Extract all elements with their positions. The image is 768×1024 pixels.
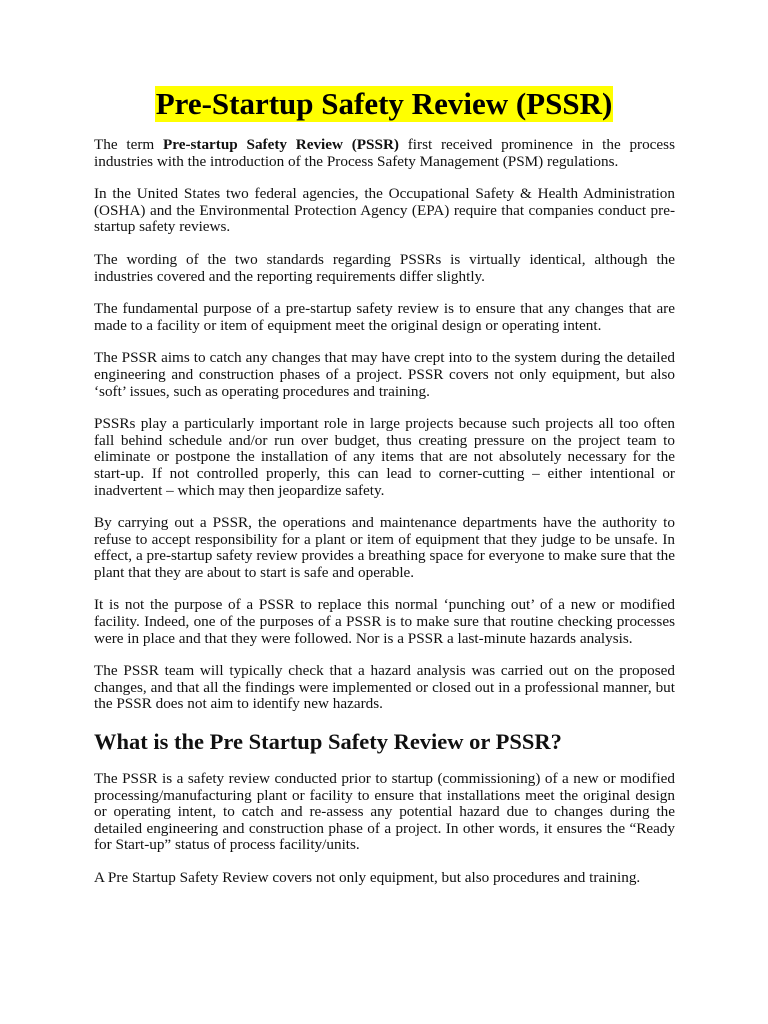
intro-rest-text: first received prominence in the process industries with the introduction of the Process Safety Management (PSM) regulations.	[94, 136, 675, 170]
title-wrap	[0, 86, 768, 122]
paragraph-punching-out: It is not the purpose of a PSSR to replace this normal ‘punching out’ of a new or modified facility. Indeed, one of the purposes of a PSSR is to make sure that routine checking processes were in place and that they were followed. Nor is a PSSR a last-minute hazards analysis.	[94, 596, 675, 647]
page-title: Pre-Startup Safety Review (PSSR)	[155, 86, 613, 121]
paragraph-agencies: In the United States two federal agencies, the Occupational Safety & Health Administration (OSHA) and the Environmental Protection Agency (EPA) require that companies conduct pre-startup safety reviews.	[94, 185, 675, 236]
paragraph-large-projects: PSSRs play a particularly important role in large projects because such projects all too often fall behind schedule and/or run over budget, thus creating pressure on the project team to eliminate or postpone the installation of any items that are not absolutely necessary for the start-up. If not controlled properly, this can lead to corner-cutting – either intentional or inadvertent – which may then jeopardize safety.	[94, 415, 675, 499]
paragraph-coverage: A Pre Startup Safety Review covers not only equipment, but also procedures and training.	[94, 869, 641, 886]
paragraph-purpose: The fundamental purpose of a pre-startup safety review is to ensure that any changes that are made to a facility or item of equipment meet the original design or operating intent.	[94, 300, 675, 334]
document-body	[94, 137, 675, 903]
intro-term-bold: Pre-startup Safety Review (PSSR)	[162, 136, 399, 153]
paragraph-authority: By carrying out a PSSR, the operations and maintenance departments have the authority to refuse to accept responsibility for a plant or item of equipment that they judge to be unsafe. In effect, a pre-startup safety review provides a breathing space for everyone to make sure that the plant that they are about to start is safe and operable.	[94, 514, 675, 581]
paragraph-intro	[94, 137, 675, 170]
paragraph-standards: The wording of the two standards regarding PSSRs is virtually identical, although the industries covered and the reporting requirements differ slightly.	[94, 250, 675, 285]
intro-lead-text: The term	[94, 136, 163, 153]
section-heading: What is the Pre Startup Safety Review or PSSR?	[94, 729, 562, 755]
paragraph-aims: The PSSR aims to catch any changes that may have crept into to the system during the detailed engineering and construction phases of a project. PSSR covers not only equipment, but also ‘soft’ issues, such as operating procedures and training.	[94, 349, 675, 400]
paragraph-definition: The PSSR is a safety review conducted prior to startup (commissioning) of a new or modified processing/manufacturing plant or facility to ensure that installations meet the original design or operating intent, to catch and re-assess any potential hazard due to changes during the detailed engineering and construction phase of a project. In other words, it ensures the “Ready for Start-up” status of process facility/units.	[94, 770, 675, 854]
paragraph-team-check: The PSSR team will typically check that a hazard analysis was carried out on the proposed changes, and that all the findings were implemented or closed out in a professional manner, but the PSSR does not aim to identify new hazards.	[94, 662, 675, 713]
